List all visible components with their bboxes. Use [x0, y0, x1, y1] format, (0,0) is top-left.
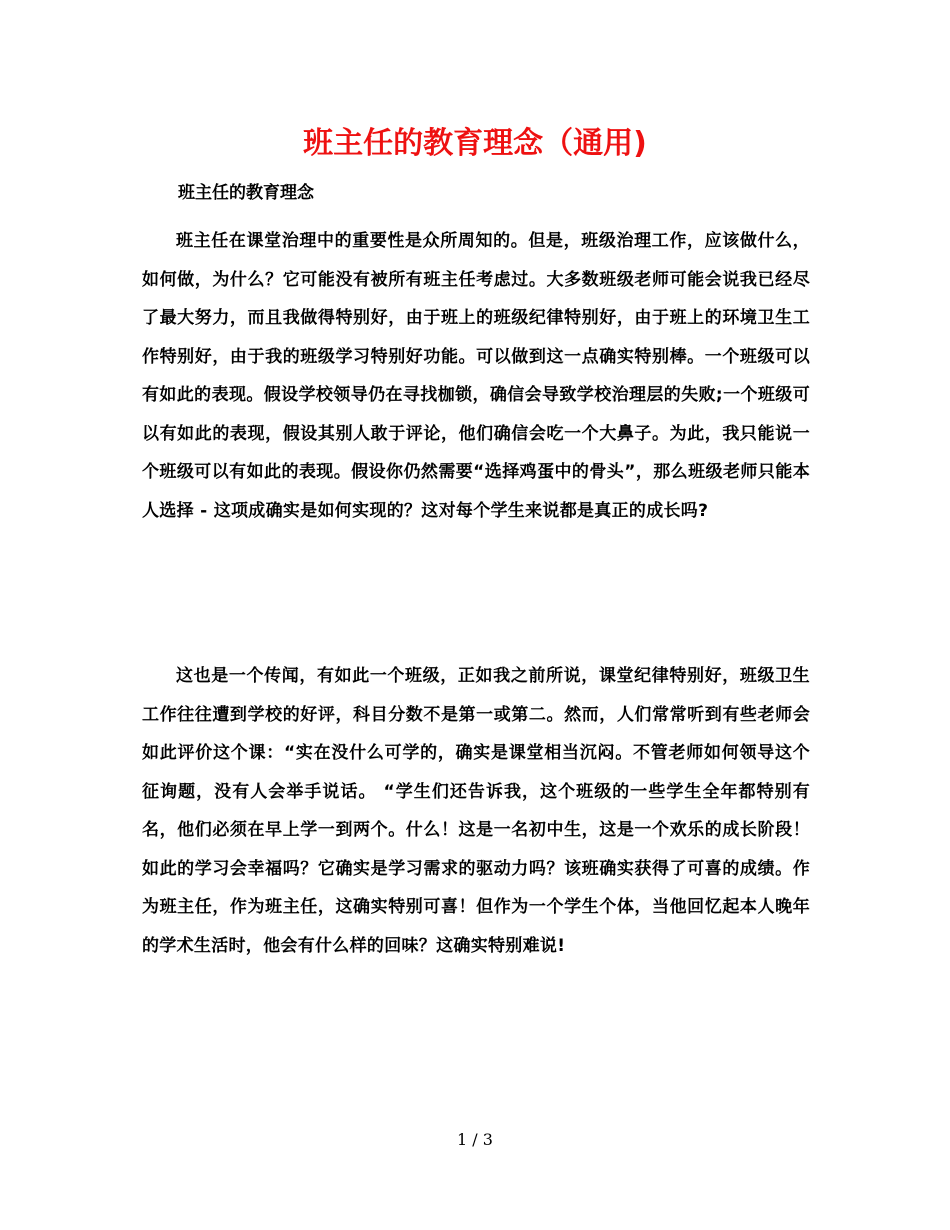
document-title: 班主任的教育理念（通用) — [303, 126, 647, 161]
paragraph-2: 这也是一个传闻，有如此一个班级，正如我之前所说，课堂纪律特别好，班级卫生工作往往遭到学校的好评，科目分数不是第一或第二。然而，人们常常听到有些老师会如此评价这个课：“实在没什么可学的，确实是课堂相当沉闷。不管老师如何领导这个征询题，没有人会举手说话。 “学生们还告诉我，这个班级的一些学生全年都特别有名，他们必须在早上学一到两个。什么！这是一名初中生，这是一个欢乐的成长阶段！如此的学习会幸福吗？它确实是学习需求的驱动力吗？该班确实获得了可喜的成绩。作为班主任，作为班主任，这确实特别可喜！但作为一个学生个体，当他回忆起本人晚年的学术生活时，他会有什么样的回味？这确实特别难说! — [142, 666, 810, 956]
page-number: 1 / 3 — [457, 1130, 493, 1149]
document-subtitle: 班主任的教育理念 — [178, 183, 314, 203]
paragraph-1: 班主任在课堂治理中的重要性是众所周知的。但是，班级治理工作，应该做什么，如何做，为什么？它可能没有被所有班主任考虑过。大多数班级老师可能会说我已经尽了最大努力，而且我做得特别好，由于班上的班级纪律特别好，由于班上的环境卫生工作特别好，由于我的班级学习特别好功能。可以做到这一点确实特别棒。一个班级可以有如此的表现。假设学校领导仍在寻找枷锁，确信会导致学校治理层的失败;一个班级可以有如此的表现，假设其别人敢于评论，他们确信会吃一个大鼻子。为此，我只能说一个班级可以有如此的表现。假设你仍然需要“选择鸡蛋中的骨头”，那么班级老师只能本人选择 - 这项成确实是如何实现的？这对每个学生来说都是真正的成长吗? — [142, 231, 810, 521]
